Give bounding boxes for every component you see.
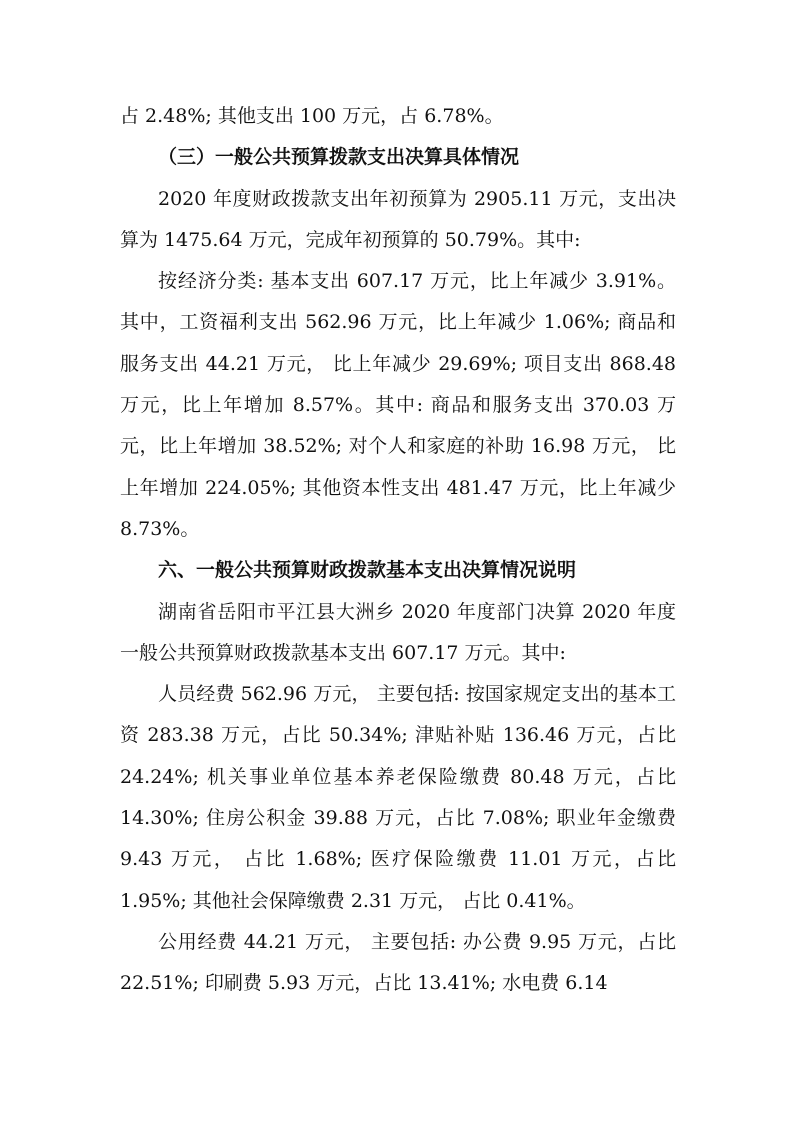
paragraph-budget-summary: 2020 年度财政拨款支出年初预算为 2905.11 万元，支出决算为 1475.64 万元，完成年初预算的 50.79%。其中: (120, 187, 676, 251)
paragraph-continuation: 占 2.48%; 其他支出 100 万元，占 6.78%。 (120, 105, 504, 127)
paragraph-basic-expenditure-intro: 湖南省岳阳市平江县大洲乡 2020 年度部门决算 2020 年度一般公共预算财政拨款基本支出 607.17 万元。其中: (120, 600, 676, 664)
section-heading-general-budget-expenditure: （三）一般公共预算拨款支出决算具体情况 (158, 146, 520, 169)
paragraph-economic-classification: 按经济分类: 基本支出 607.17 万元，比上年减少 3.91%。其中，工资福利支出 562.96 万元，比上年减少 1.06%; 商品和服务支出 44.21 万元， 比上年减少 29.69%; 项目支出 868.48 万元，比上年增加 8.57%。其中: 商品和服务支出 370.03 万元，比上年增加 38.52%; 对个人和家庭的补助 16.98 万元， 比上年增加 224.05%; 其他资本性支出 481.47 万元，比上年减少 8.73%。 (120, 270, 676, 540)
paragraph-public-expenses: 公用经费 44.21 万元， 主要包括: 办公费 9.95 万元，占比 22.51%; 印刷费 5.93 万元，占比 13.41%; 水电费 6.14 (120, 930, 676, 995)
paragraph-personnel-expenses: 人员经费 562.96 万元， 主要包括: 按国家规定支出的基本工资 283.38 万元，占比 50.34%; 津贴补贴 136.46 万元，占比 24.24%; 机关事业单位基本养老保险缴费 80.48 万元，占比 14.30%; 住房公积金 39.88 万元，占比 7.08%; 职业年金缴费 9.43 万元， 占比 1.68%; 医疗保险缴费 11.01 万元，占比 1.95%; 其他社会保障缴费 2.31 万元， 占比 0.41%。 (120, 683, 676, 912)
document-body (120, 96, 676, 1005)
section-heading-basic-expenditure: 六、一般公共预算财政拨款基本支出决算情况说明 (158, 559, 577, 582)
